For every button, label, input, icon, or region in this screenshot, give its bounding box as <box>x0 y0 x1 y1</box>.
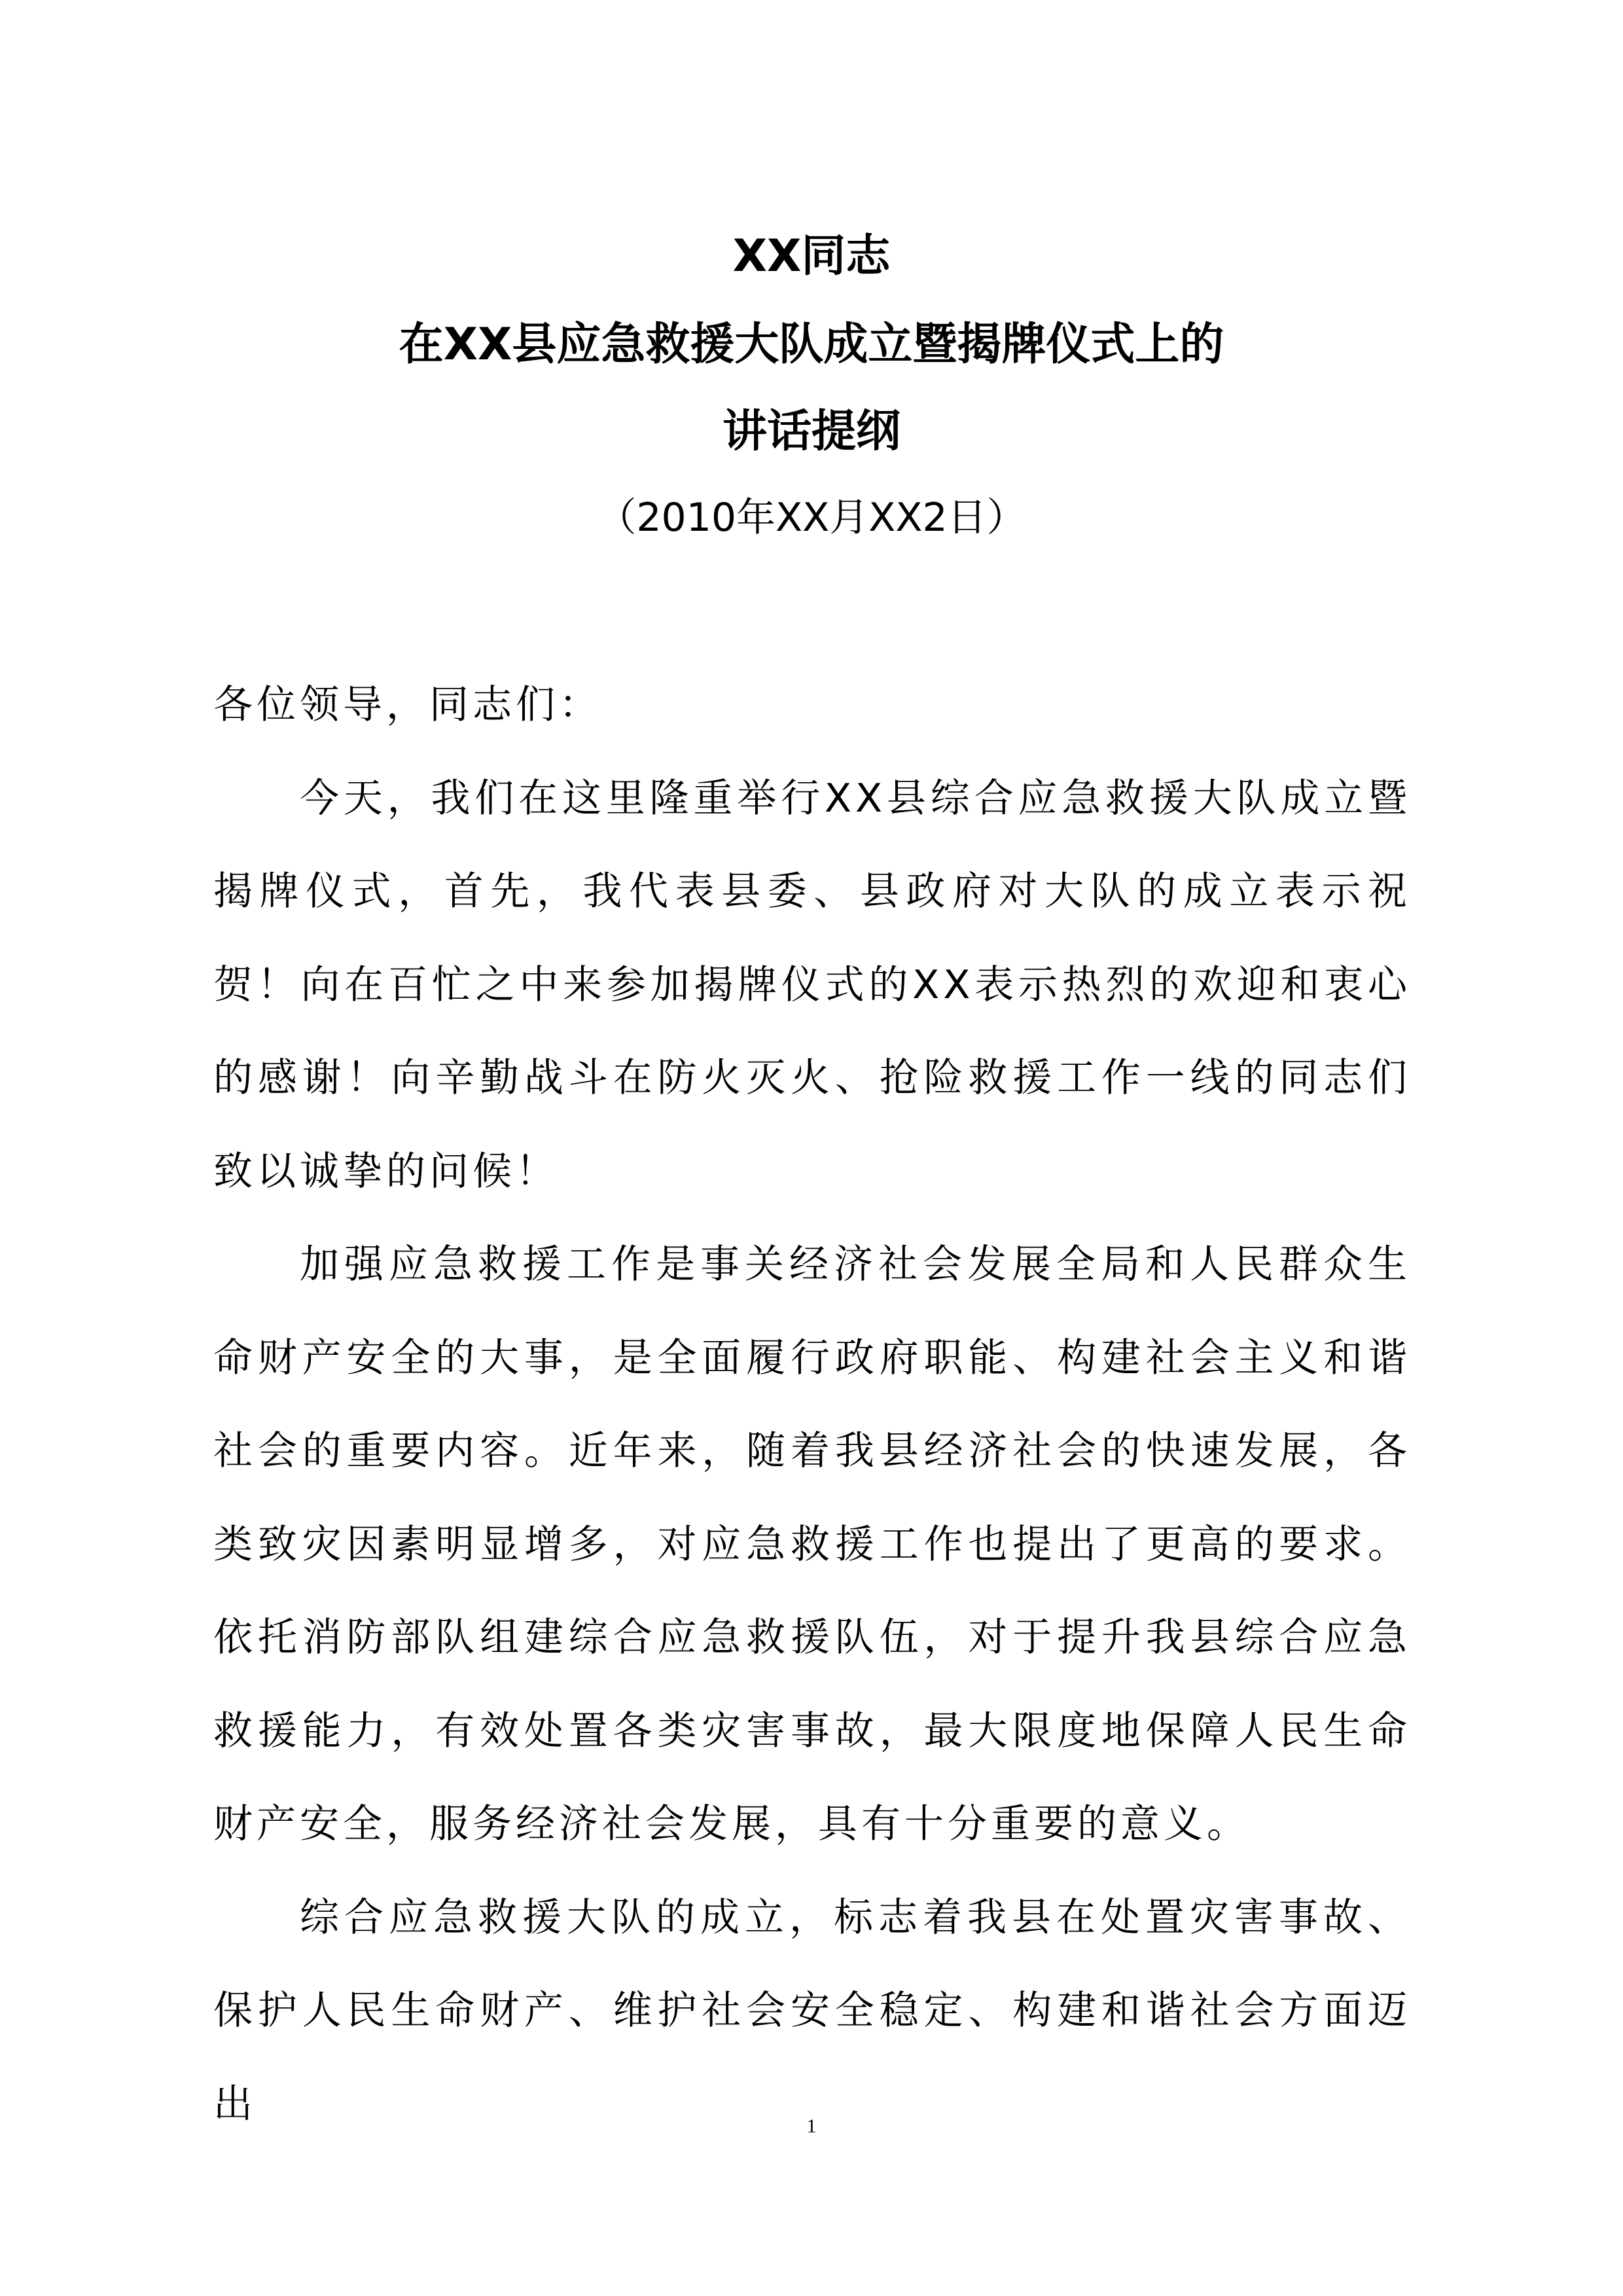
speech-date: （2010年XX月XX2日） <box>597 495 1026 541</box>
paragraph: 综合应急救援大队的成立，标志着我县在处置灾害事故、保护人民生命财产、维护社会安全稳定、构建和谐社会方面迈出 <box>213 1894 1411 2127</box>
speech-body <box>213 658 1411 2151</box>
title-line-event: 在XX县应急救援大队成立暨揭牌仪式上的 <box>399 319 1224 370</box>
paragraph: 加强应急救援工作是事关经济社会发展全局和人民群众生命财产安全的大事，是全面履行政府职能、构建社会主义和谐社会的重要内容。近年来，随着我县经济社会的快速发展，各类致灾因素明显增多，对应急救援工作也提出了更高的要求。依托消防部队组建综合应急救援队伍，对于提升我县综合应急救援能力，有效处置各类灾害事故，最大限度地保障人民生命财产安全，服务经济社会发展，具有十分重要的意义。 <box>213 1242 1411 1847</box>
title-line-type: 讲话提纲 <box>722 406 901 457</box>
page-number: 1 <box>806 2115 817 2137</box>
salutation: 各位领导，同志们： <box>213 682 602 728</box>
paragraph: 今天，我们在这里隆重举行XX县综合应急救援大队成立暨揭牌仪式，首先，我代表县委、县政府对大队的成立表示祝贺！向在百忙之中来参加揭牌仪式的XX表示热烈的欢迎和衷心的感谢！向辛勤战斗在防火灭火、抢险救援工作一线的同志们致以诚挚的问候！ <box>213 775 1411 1194</box>
title-line-speaker: XX同志 <box>732 230 891 282</box>
